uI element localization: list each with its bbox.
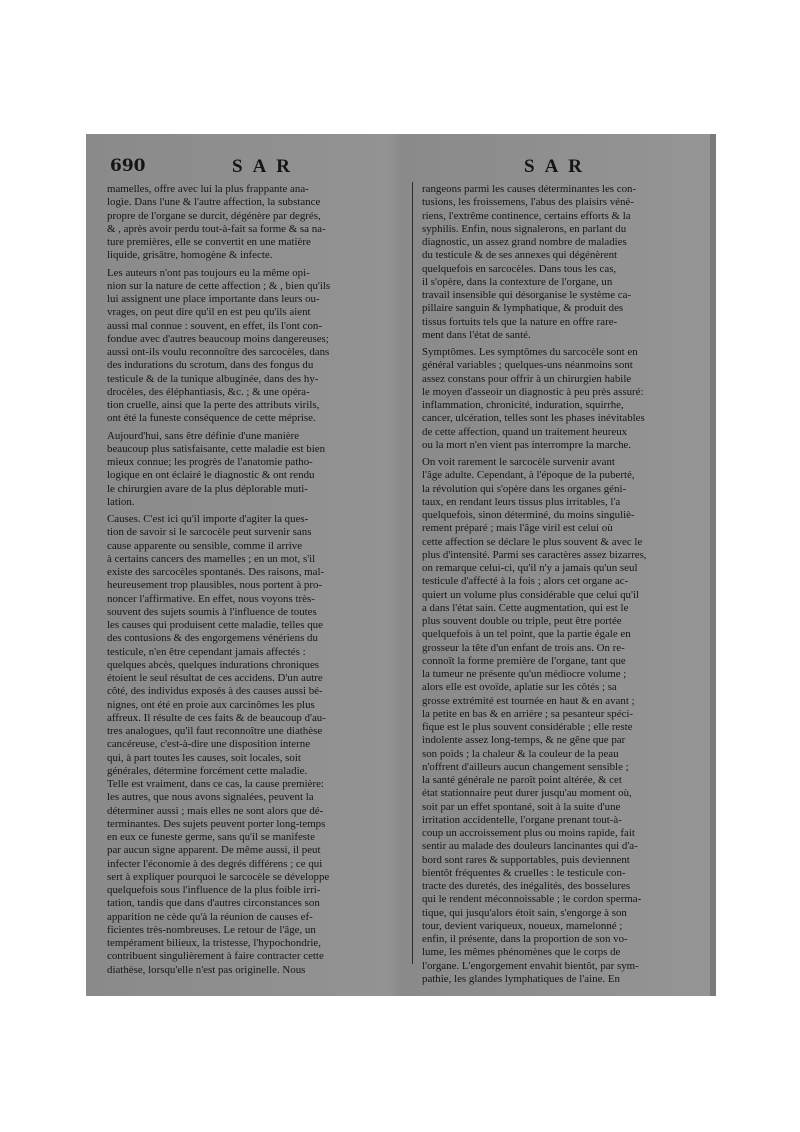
text-line: ou la mort n'en vient pas interrompre la marche. [422,438,632,451]
text-line: l'âge adulte. Cependant, à l'époque de la puberté, [422,469,635,482]
running-head-right: SAR [524,156,593,177]
text-line: Les auteurs n'ont pas toujours eu la même opi- [107,266,310,279]
text-line: grosseur la tête d'un enfant de trois ans. On re- [422,641,625,654]
text-line: diagnostic, un assez grand nombre de maladies [422,236,627,248]
text-line: quelques abcès, quelques indurations chroniques [107,658,320,671]
text-line: tusions, les froissemens, l'abus des plaisirs véné- [422,196,634,209]
text-line: général variables ; quelques-uns néanmoins sont [422,359,633,372]
text-line: son poids ; la chaleur & la couleur de la peau [422,747,619,760]
text-line: tour, devient variqueux, noueux, mamelonné ; [422,919,623,932]
text-line: on remarque celui-ci, qu'il n'y a jamais qu'un seul [422,562,638,574]
text-line: affreux. Il résulte de ces faits & de beaucoup d'au- [107,711,326,724]
text-line: par aucun signe apparent. De même aussi, il peut [107,844,321,857]
page-number: 690 [110,156,146,176]
text-line: heureusement trop plausibles, nous portent à pro- [107,579,323,592]
text-line: tracte des duretés, des inégalités, des bosselures [422,880,631,892]
text-line: Aujourd'hui, sans être définie d'une manière [107,429,300,442]
text-line: syphilis. Enfin, nous signalerons, en parlant du [422,222,627,235]
text-line: étoient le seul résultat de ces accidens. D'un autre [107,672,323,684]
text-line: nignes, ont été en proie aux carcinômes les plus [107,698,315,711]
text-line: la révolution qui s'opère dans les organes géni- [422,482,627,495]
text-line: le chirurgien avare de la plus déplorable muti- [107,482,308,495]
text-line: plus souvent double ou triple, peut être portée [422,615,622,627]
text-line: la petite en bas & en arrière ; sa pesanteur spéci- [422,707,634,720]
text-line: quiert un volume plus considérable que celui qu'il [422,588,639,601]
text-line: quelquefois sous l'influence de la plus foible irri- [107,884,321,896]
left-column [107,183,403,977]
text-line: ont été la funeste conséquence de cette méprise. [107,412,316,425]
right-column [422,183,716,986]
text-line: apparition ne cède qu'à la réunion de causes ef- [107,910,313,923]
text-line: cause apparente ou sensible, comme il arrive [107,539,303,552]
text-line: tion cruelle, ainsi que la perte des attributs virils, [107,399,320,411]
text-line: la santé générale ne paroît point altérée, & cet [422,774,622,786]
text-line: bientôt fréquentes & cruelles : le testicule con- [422,866,626,879]
text-line: pillaire sanguin & lymphatique, & produit des [422,302,624,315]
text-line: mieux connue; les progrès de l'anatomie patho- [107,456,313,468]
text-line: il s'opère, dans la contexture de l'organe, un [422,275,613,288]
text-line: en eux ce funeste germe, sans qu'il se manifeste [107,831,315,843]
text-line: ment dans l'état de santé. [422,328,531,341]
text-line: tion de savoir si le sarcocèle peut survenir sans [107,526,312,539]
text-line: cette affection se déclare le plus souvent & avec le [422,535,643,548]
page-header [86,156,716,178]
text-line: irritation accidentelle, l'organe prenant tout-à- [422,813,622,826]
text-line: riens, l'extrême continence, certains efforts & la [422,209,631,222]
text-line: nion sur la nature de cette affection ; & , bien qu'ils [107,279,331,292]
text-line: des indurations du scrotum, dans des fongus du [107,359,314,372]
column-divider [412,182,413,964]
text-line: sentir au malade des douleurs lancinantes qui d'a- [422,840,638,853]
text-line: a dans l'état sain. Cette augmentation, qui est le [422,601,629,614]
text-line: générales, détermine forcément cette maladie. [107,764,308,777]
text-line: fondue avec d'autres beaucoup moins dangereuses; [107,332,329,345]
text-line: quelquefois, sinon déterminé, du moins singuliè- [422,509,635,521]
text-line: fique est le plus souvent considérable ; elle reste [422,721,633,733]
text-line: lation. [107,495,135,508]
text-line: tique, qui jusqu'alors étoit sain, s'engorge à son [422,906,627,919]
text-line: ficientes très-nombreuses. Le retour de l'âge, un [107,923,316,936]
text-line: à certains cancers des mamelles ; en un mot, s'il [107,552,316,565]
text-line: côté, des individus exposés à des causes aussi bé- [107,685,323,698]
text-line: mamelles, offre avec lui la plus frappante ana- [107,183,309,195]
text-line: pathie, les glandes lymphatiques de l'aine. En [422,972,620,985]
text-line: le moyen d'asseoir un diagnostic à peu près assuré: [422,385,644,398]
text-line: n'offrent d'ailleurs aucun changement sensible ; [422,760,629,773]
text-line: grosse extrémité est tournée en haut & en avant ; [422,694,635,707]
text-line: infecter l'économie à des degrés différens ; ce qui [107,857,323,870]
page-edge-shadow [710,134,716,996]
text-line: cancer, ulcération, telles sont les phases inévitables [422,412,645,425]
text-line: lui assignent une place importante dans leurs ou- [107,293,320,305]
text-line: propre de l'organe se durcit, dégénère par degrés, [107,209,321,222]
text-line: terminantes. Des sujets peuvent porter long-temps [107,817,326,830]
text-line: vrages, on peut dire qu'il en est peu qu'ils aient [107,306,311,319]
text-line: tation, tandis que dans d'autres circonstances son [107,897,320,910]
text-line: noncer l'affirmative. En effet, nous voyons très- [107,592,315,605]
text-line: beaucoup plus satisfaisante, cette maladie est bien [107,442,326,455]
text-line: cancéreuse, c'est-à-dire une disposition interne [107,738,311,751]
text-line: travail insensible qui désorganise le système ca- [422,289,632,301]
text-line: diathèse, lorsqu'elle n'est pas originelle. Nous [107,963,306,976]
text-line: rangeons parmi les causes déterminantes les con- [422,183,637,195]
text-line: On voit rarement le sarcocèle survenir avant [422,456,615,468]
text-line: assez constans pour offrir à un chirurgien habile [422,372,632,385]
text-line: testicule, n'en être cependant jamais affectés : [107,645,306,658]
text-line: soit par un effet spontané, soit à la suite d'une [422,800,621,813]
text-line: les causes qui produisent cette maladie, telles que [107,619,323,631]
text-line: lume, les mêmes phénomènes que le corps de [422,946,621,959]
text-line: les autres, que nous avons signalées, peuvent la [107,791,314,804]
text-line: tres analogues, qu'il faut reconnoître une diathèse [107,725,323,737]
text-line: quelquefois en sarcocèles. Dans tous les cas, [422,262,617,275]
text-line: testicule & de la tunique albuginée, dans des hy- [107,372,319,385]
text-line: qui, à part toutes les causes, soit locales, soit [107,751,301,764]
text-line: quelquefois à un tel point, que la partie égale en [422,628,631,641]
text-line: alors elle est ovoïde, aplatie sur les côtés ; sa [422,681,617,694]
text-line: enfin, il présente, dans la proportion de son vo- [422,933,628,945]
text-line: indolente assez long-temps, & ne gêne que par [422,734,626,747]
text-line: contribuent singulièrement à faire contracter cette [107,950,324,963]
text-line: tissus fortuits tels que la nature en offre rare- [422,315,618,328]
text-line: Symptômes. Les symptômes du sarcocèle sont en [422,346,638,358]
text-line: de cette affection, quand un traitement heureux [422,425,628,438]
text-line: drocèles, des éléphantiasis, &c. ; & une opéra- [107,385,310,398]
text-line: connoît la forme première de l'organe, tant que [422,654,626,667]
text-line: aussi mal connue : souvent, en effet, ils l'ont con- [107,319,322,332]
text-line: du testicule & de ses annexes qui dégénèrent [422,249,618,262]
text-line: l'organe. L'engorgement envahit bientôt, par sym- [422,959,639,972]
running-head-left: SAR [232,156,301,177]
text-line: tempérament bilieux, la tristesse, l'hypochondrie, [107,937,321,949]
text-line: coup un accroissement plus ou moins rapide, fait [422,827,635,839]
text-line: ture premières, elle se convertit en une matière [107,236,311,248]
text-line: sert à expliquer pourquoi le sarcocèle se développe [107,870,330,883]
text-line: plus d'intensité. Parmi ses caractères assez bizarres, [422,548,647,561]
text-line: taux, en rendant leurs tissus plus irritables, l'a [422,495,621,508]
scanned-page [86,134,716,996]
text-line: état stationnaire peut durer jusqu'au moment où, [422,787,632,800]
text-line: aussi ont-ils voulu reconnoître des sarcocèles, dans [107,346,330,358]
text-line: logie. Dans l'une & l'autre affection, la substance [107,196,321,209]
text-line: inflammation, chronicité, induration, squirrhe, [422,399,624,411]
text-line: Causes. C'est ici qu'il importe d'agiter la ques- [107,513,309,525]
text-line: la tumeur ne présente qu'un médiocre volume ; [422,668,627,680]
text-line: Telle est vraiment, dans ce cas, la cause première: [107,778,324,790]
text-line: & , après avoir perdu tout-à-fait sa forme & sa na- [107,222,326,235]
text-line: liquide, grisâtre, homogène & infecte. [107,249,273,262]
text-line: souvent des sujets soumis à l'influence de toutes [107,605,317,618]
text-line: testicule d'affecté à la fois ; alors cet organe ac- [422,575,629,588]
text-line: des contusions & des engorgemens vénériens du [107,632,318,645]
text-line: qui le rendent méconnoissable ; le cordon sperma- [422,893,642,906]
text-line: logique en ont éclairé le diagnostic & ont rendu [107,469,315,482]
text-line: déterminer aussi ; mais elles ne sont alors que dé- [107,804,324,817]
text-line: rement préparé ; mais l'âge viril est celui où [422,522,613,535]
text-line: existe des sarcocèles spontanés. Des raisons, mal- [107,566,325,578]
text-line: bord sont rares & supportables, puis deviennent [422,853,630,866]
